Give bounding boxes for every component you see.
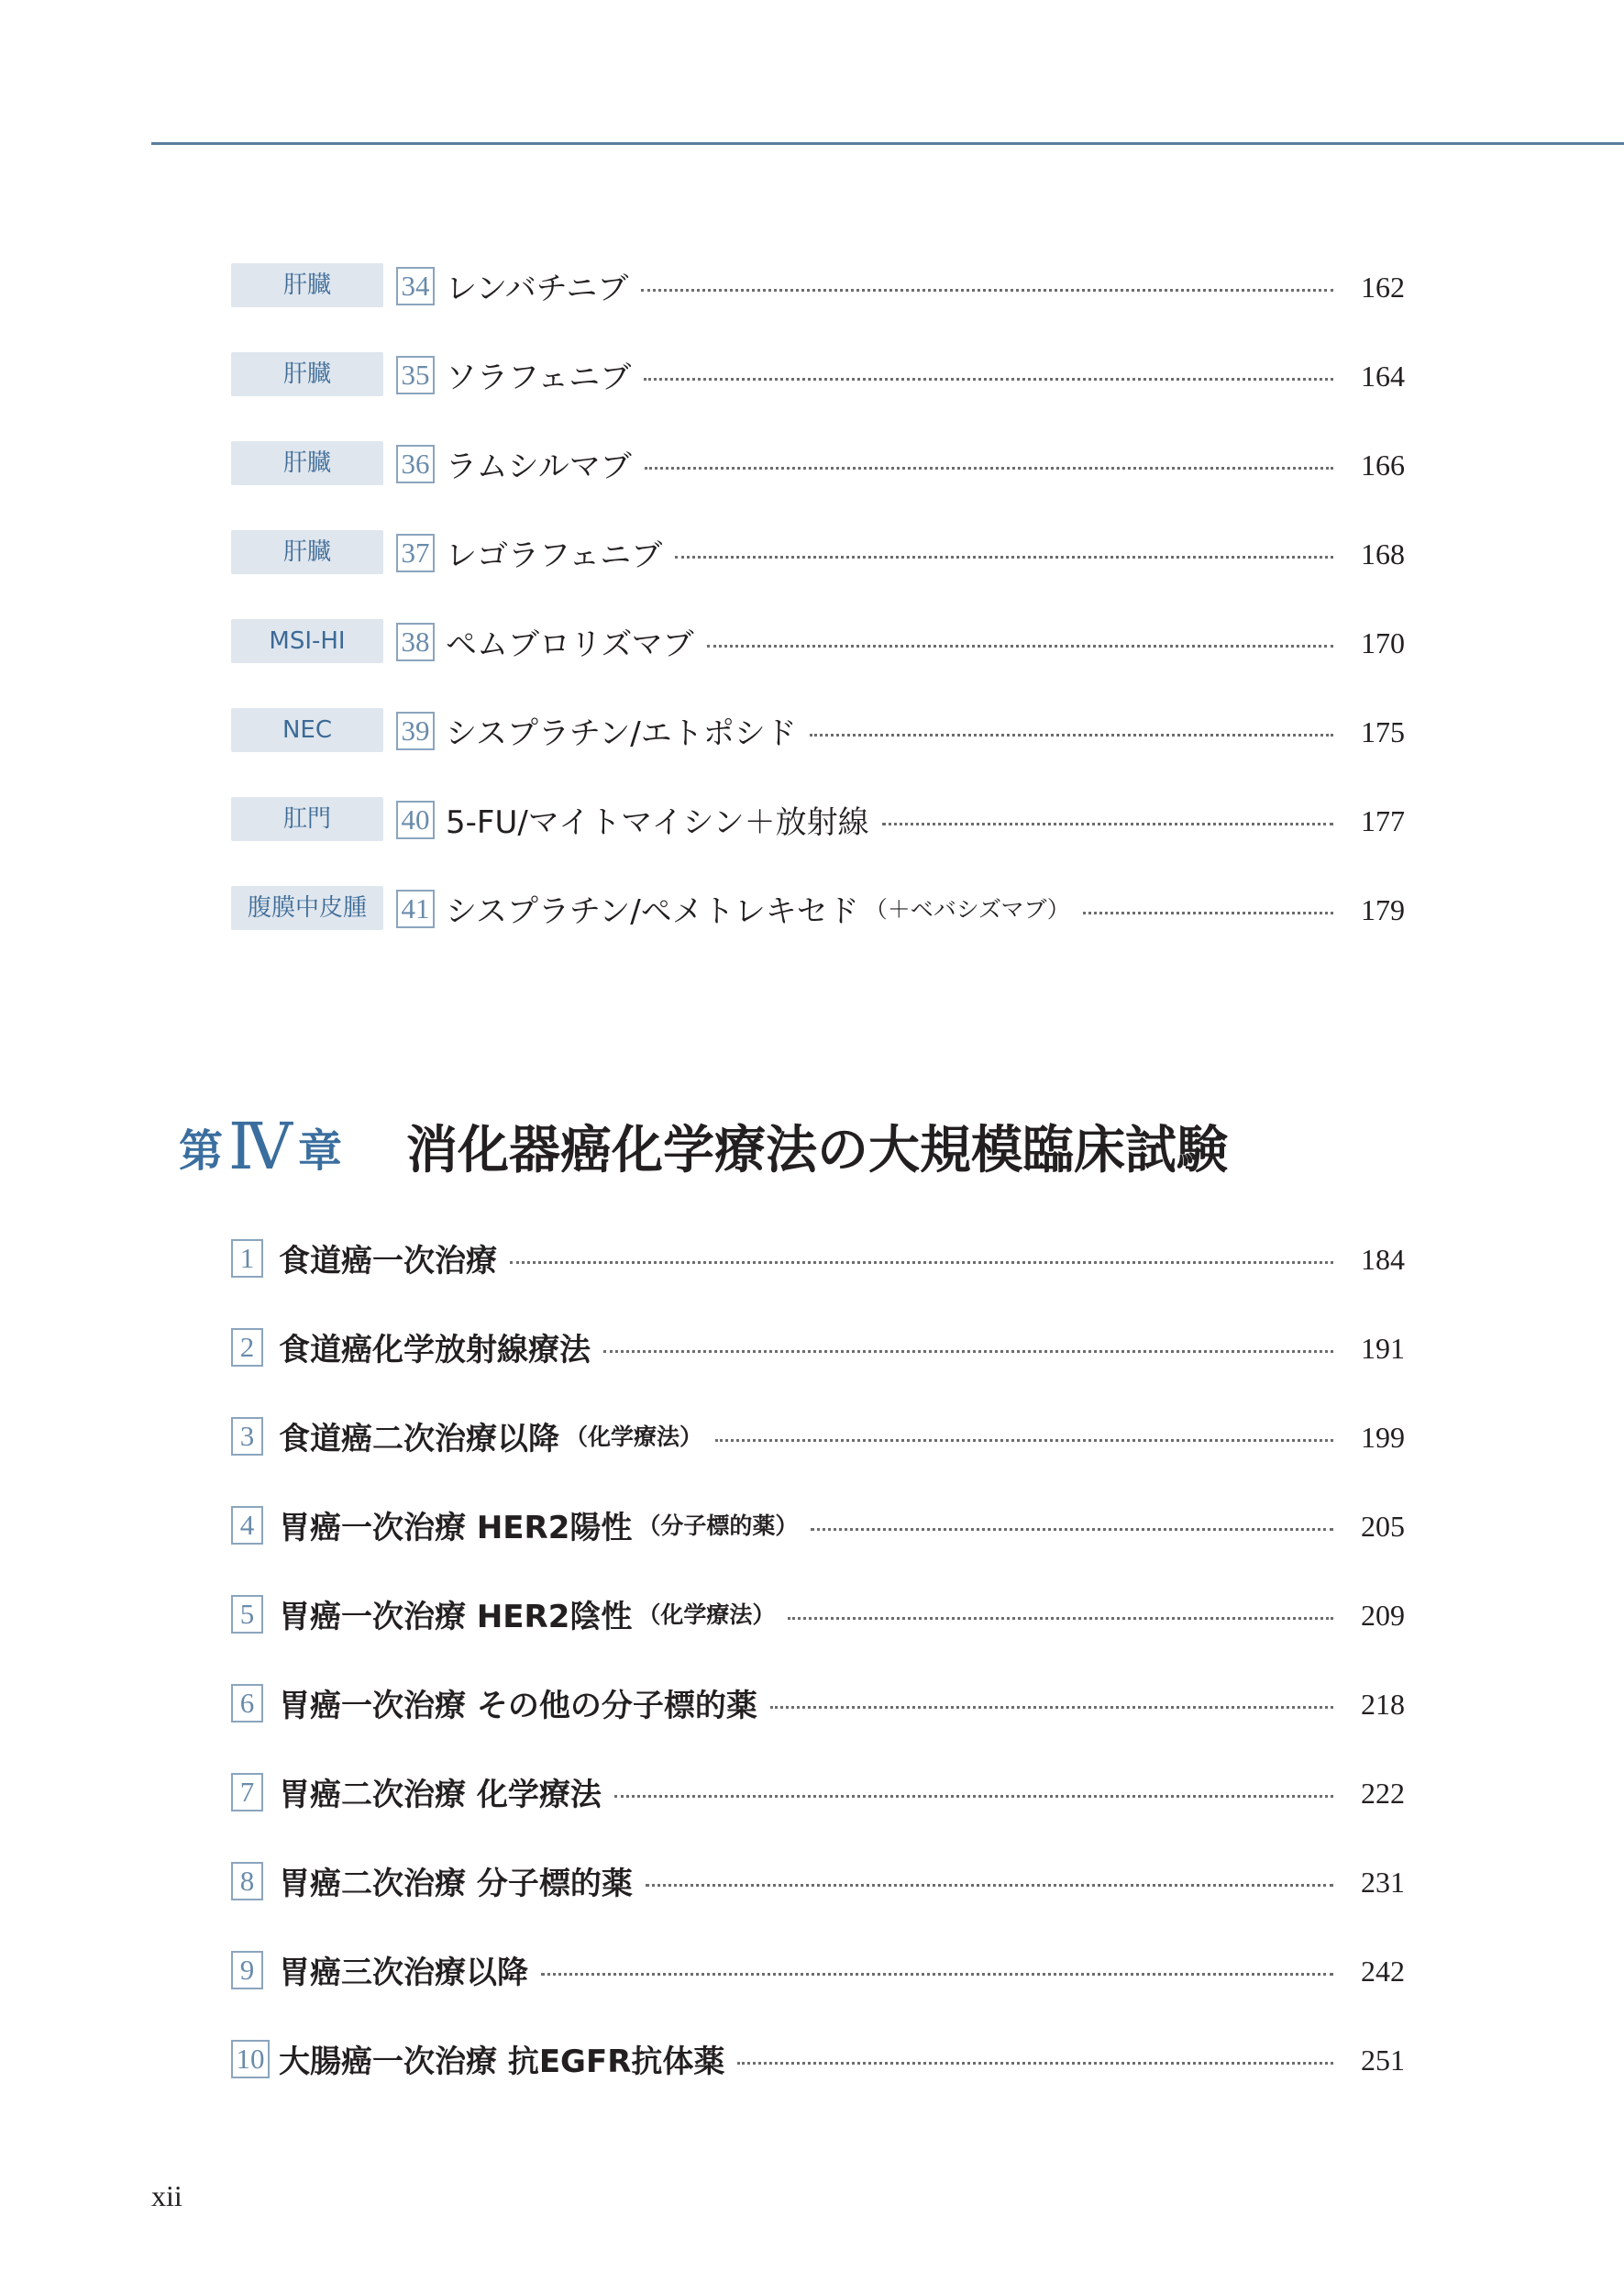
dot-leader (675, 556, 1333, 559)
entry-title: 胃癌二次治療 分子標的薬 (279, 1865, 633, 1902)
page-number: 164 (1361, 360, 1405, 393)
page-number: 166 (1361, 449, 1405, 482)
page-number: 184 (1361, 1243, 1405, 1276)
entry-number: 35 (396, 356, 435, 394)
entry-number: 38 (396, 623, 435, 661)
dot-leader (788, 1617, 1333, 1620)
entry-number: 3 (231, 1417, 263, 1456)
toc-entry[interactable] (0, 350, 1624, 398)
entry-title: レゴラフェニブ (446, 537, 663, 574)
entry-title: ペムブロリズマブ (446, 626, 694, 663)
dot-leader (614, 1795, 1333, 1798)
organ-tag: 肝臓 (231, 352, 383, 396)
page-number: 231 (1361, 1866, 1405, 1899)
organ-tag: 肝臓 (231, 263, 383, 307)
page-number: 162 (1361, 271, 1405, 304)
page-number: 191 (1361, 1332, 1405, 1365)
toc-entry[interactable] (0, 706, 1624, 754)
entry-title: 胃癌一次治療 HER2陽性 (279, 1509, 633, 1546)
entry-number: 6 (231, 1684, 263, 1723)
dot-leader (811, 1528, 1333, 1531)
entry-number: 2 (231, 1328, 263, 1367)
entry-number: 39 (396, 712, 435, 750)
entry-number: 9 (231, 1951, 263, 1989)
entry-number: 4 (231, 1506, 263, 1545)
toc-entry[interactable] (0, 1234, 1624, 1281)
entry-number: 34 (396, 267, 435, 305)
chapter-suffix: 章 (297, 1124, 342, 1177)
page-number: 251 (1361, 2044, 1405, 2077)
entry-number: 37 (396, 534, 435, 572)
organ-tag: 肝臓 (231, 530, 383, 574)
dot-leader (810, 734, 1333, 737)
entry-subtitle: （＋ベバシズマブ） (864, 896, 1070, 923)
page-number: 170 (1361, 626, 1405, 659)
entry-title: 食道癌二次治療以降 (279, 1420, 559, 1457)
chapter-prefix: 第 (179, 1124, 224, 1177)
entry-number: 1 (231, 1239, 263, 1278)
entry-title: 大腸癌一次治療 抗EGFR抗体薬 (279, 2043, 725, 2080)
toc-entry[interactable] (0, 2034, 1624, 2082)
page-number: 218 (1361, 1688, 1405, 1721)
page-number: 242 (1361, 1955, 1405, 1988)
dot-leader (715, 1439, 1333, 1442)
toc-entry[interactable] (0, 1590, 1624, 1637)
entry-title: ラムシルマブ (446, 448, 632, 485)
page-number: 205 (1361, 1510, 1405, 1543)
page-number: 179 (1361, 893, 1405, 926)
header-rule (151, 142, 1624, 145)
organ-tag: 肝臓 (231, 441, 383, 485)
entry-number: 8 (231, 1862, 263, 1900)
entry-number: 41 (396, 890, 435, 928)
entry-subtitle: （分子標的薬） (637, 1512, 799, 1539)
toc-entry[interactable] (0, 261, 1624, 309)
page-number: 209 (1361, 1599, 1405, 1632)
dot-leader (603, 1350, 1333, 1353)
dot-leader (646, 1884, 1333, 1887)
chapter-title: 消化器癌化学療法の大規模臨床試験 (405, 1121, 1228, 1180)
toc-entry[interactable] (0, 1767, 1624, 1815)
folio-page-number: xii (151, 2179, 182, 2212)
page-number: 177 (1361, 804, 1405, 837)
entry-title: ソラフェニブ (446, 359, 632, 396)
page-number: 199 (1361, 1421, 1405, 1454)
entry-subtitle: （化学療法） (637, 1601, 776, 1628)
entry-number: 7 (231, 1773, 263, 1811)
organ-tag: 腹膜中皮腫 (231, 886, 383, 930)
entry-title: 胃癌二次治療 化学療法 (279, 1776, 602, 1813)
toc-entry[interactable] (0, 1678, 1624, 1726)
entry-title: 胃癌三次治療以降 (279, 1954, 528, 1991)
dot-leader (510, 1261, 1333, 1264)
chapter-heading (179, 1105, 1371, 1188)
entry-title: シスプラチン/ペメトレキセド (446, 892, 859, 930)
dot-leader (882, 823, 1333, 825)
entry-title: 胃癌一次治療 HER2陰性 (279, 1598, 633, 1635)
dot-leader (737, 2062, 1333, 2065)
dot-leader (644, 378, 1333, 381)
entry-title: 胃癌一次治療 その他の分子標的薬 (279, 1687, 757, 1724)
entry-title: 食道癌一次治療 (279, 1242, 497, 1279)
entry-title: 5-FU/マイトマイシン＋放射線 (446, 803, 869, 841)
dot-leader (1083, 912, 1333, 914)
toc-entry[interactable] (0, 439, 1624, 487)
entry-number: 36 (396, 445, 435, 483)
entry-number: 5 (231, 1595, 263, 1634)
entry-number: 40 (396, 801, 435, 839)
entry-subtitle: （化学療法） (565, 1423, 703, 1450)
toc-entry[interactable] (0, 884, 1624, 932)
organ-tag: MSI-HI (231, 619, 383, 663)
dot-leader (641, 289, 1333, 292)
organ-tag: NEC (231, 708, 383, 752)
toc-entry[interactable] (0, 1856, 1624, 1904)
dot-leader (645, 467, 1333, 470)
toc-entry[interactable] (0, 795, 1624, 843)
toc-entry[interactable] (0, 1945, 1624, 1993)
entry-title: 食道癌化学放射線療法 (279, 1331, 591, 1368)
toc-entry[interactable] (0, 528, 1624, 576)
page-number: 168 (1361, 537, 1405, 570)
page-number: 175 (1361, 715, 1405, 748)
dot-leader (770, 1706, 1333, 1709)
organ-tag: 肛門 (231, 797, 383, 841)
dot-leader (707, 645, 1333, 648)
entry-title: シスプラチン/エトポシド (446, 714, 797, 752)
page-number: 222 (1361, 1777, 1405, 1810)
toc-entry[interactable] (0, 1501, 1624, 1548)
chapter-numeral: Ⅳ (228, 1112, 293, 1183)
toc-entry[interactable] (0, 1412, 1624, 1459)
toc-entry[interactable] (0, 617, 1624, 665)
toc-entry[interactable] (0, 1323, 1624, 1370)
entry-number: 10 (231, 2040, 270, 2078)
entry-title: レンバチニブ (446, 270, 629, 307)
dot-leader (541, 1973, 1333, 1976)
